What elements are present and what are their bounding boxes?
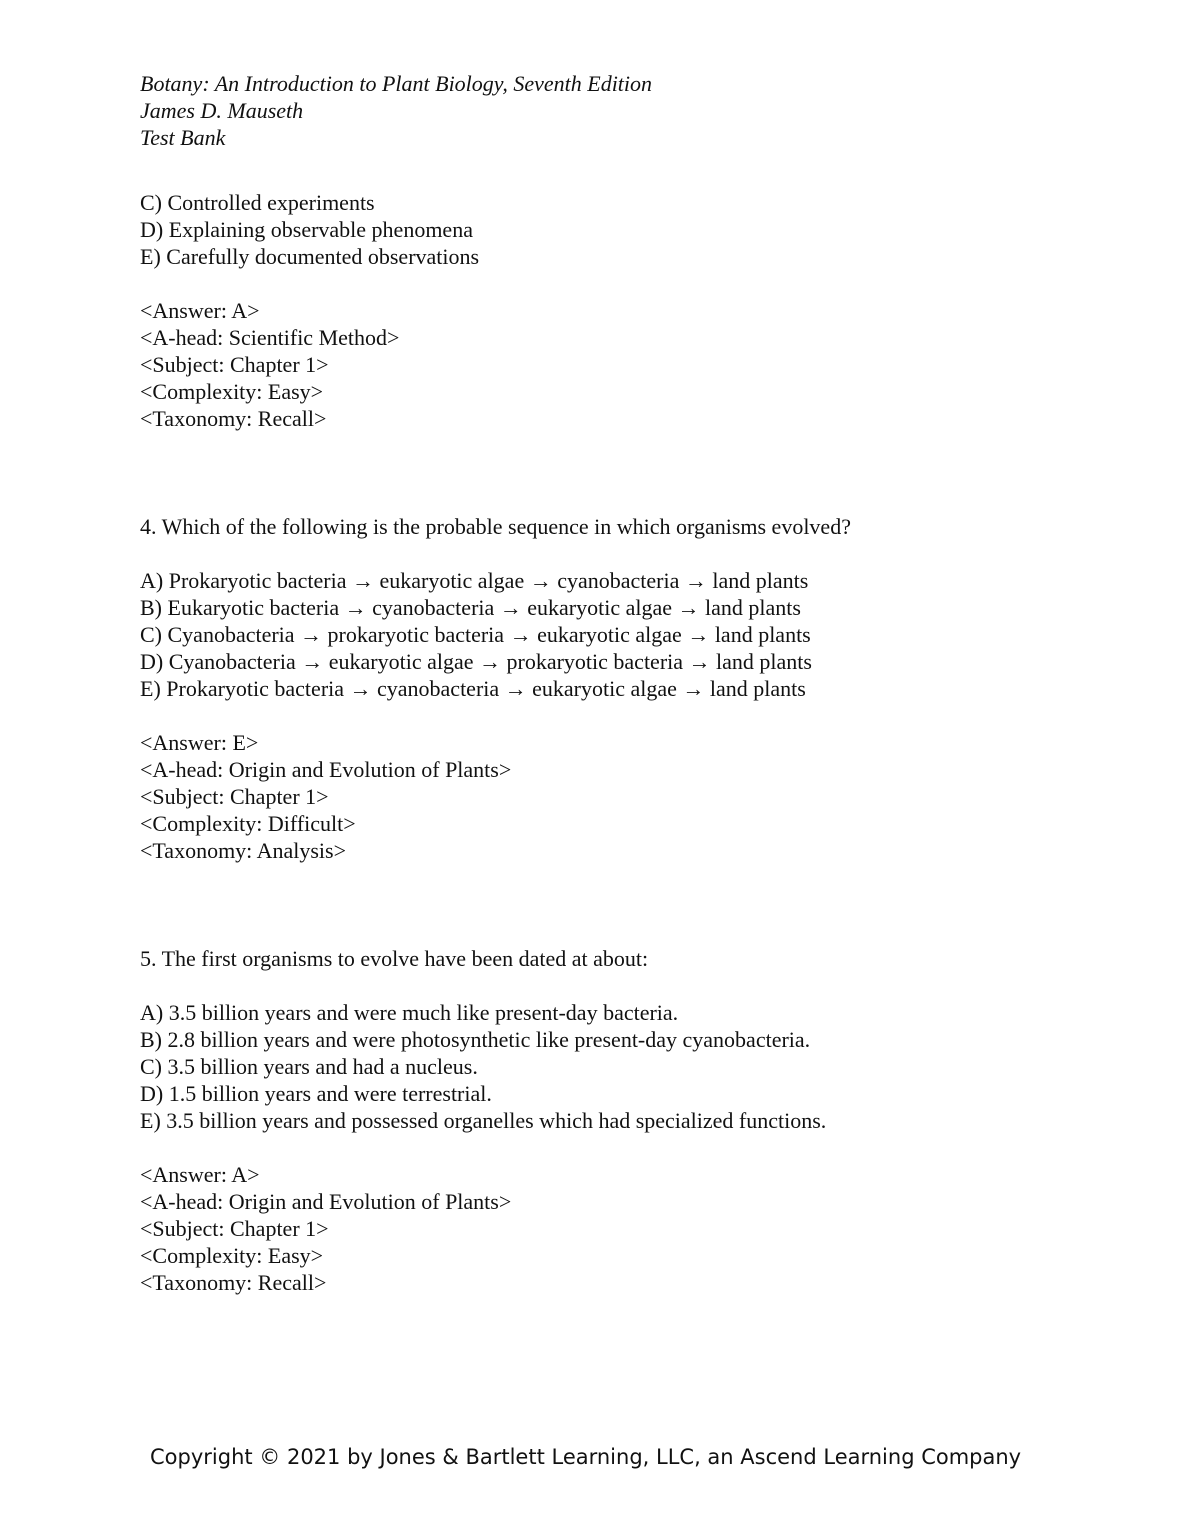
question-prompt: 5. The first organisms to evolve have been dated at about: bbox=[140, 946, 649, 971]
question-3-continued bbox=[140, 189, 1140, 432]
complexity: <Complexity: Difficult> bbox=[140, 811, 356, 836]
answer-option: A) 3.5 billion years and were much like present-day bacteria. bbox=[140, 1000, 679, 1025]
answer-option: C) Controlled experiments bbox=[140, 190, 375, 215]
answer-option: C) Cyanobacteria → prokaryotic bacteria → eukaryotic algae → land plants bbox=[140, 622, 811, 647]
answer-option: B) 2.8 billion years and were photosynthetic like present-day cyanobacteria. bbox=[140, 1027, 811, 1052]
taxonomy: <Taxonomy: Recall> bbox=[140, 1270, 327, 1295]
subject: <Subject: Chapter 1> bbox=[140, 1216, 329, 1241]
question-4 bbox=[140, 513, 1140, 864]
book-title: Botany: An Introduction to Plant Biology, Seventh Edition bbox=[140, 71, 653, 96]
copyright-footer: Copyright © 2021 by Jones & Bartlett Learning, LLC, an Ascend Learning Company bbox=[150, 1445, 1022, 1469]
answer-option: D) 1.5 billion years and were terrestrial. bbox=[140, 1081, 492, 1106]
document-type: Test Bank bbox=[140, 125, 226, 150]
answer-option: B) Eukaryotic bacteria → cyanobacteria → eukaryotic algae → land plants bbox=[140, 595, 801, 620]
a-head: <A-head: Scientific Method> bbox=[140, 325, 400, 350]
a-head: <A-head: Origin and Evolution of Plants> bbox=[140, 1189, 512, 1214]
taxonomy: <Taxonomy: Recall> bbox=[140, 406, 327, 431]
answer-key: <Answer: A> bbox=[140, 298, 260, 323]
document-page bbox=[140, 70, 1140, 1296]
answer-key: <Answer: A> bbox=[140, 1162, 260, 1187]
complexity: <Complexity: Easy> bbox=[140, 1243, 324, 1268]
document-header bbox=[140, 70, 1140, 151]
question-5 bbox=[140, 945, 1140, 1296]
author-name: James D. Mauseth bbox=[140, 98, 304, 123]
question-prompt: 4. Which of the following is the probable sequence in which organisms evolved? bbox=[140, 514, 851, 539]
answer-option: C) 3.5 billion years and had a nucleus. bbox=[140, 1054, 478, 1079]
taxonomy: <Taxonomy: Analysis> bbox=[140, 838, 346, 863]
subject: <Subject: Chapter 1> bbox=[140, 784, 329, 809]
answer-key: <Answer: E> bbox=[140, 730, 259, 755]
answer-option: E) Prokaryotic bacteria → cyanobacteria → eukaryotic algae → land plants bbox=[140, 676, 806, 701]
answer-option: D) Cyanobacteria → eukaryotic algae → prokaryotic bacteria → land plants bbox=[140, 649, 812, 674]
complexity: <Complexity: Easy> bbox=[140, 379, 324, 404]
a-head: <A-head: Origin and Evolution of Plants> bbox=[140, 757, 512, 782]
answer-option: E) 3.5 billion years and possessed organelles which had specialized functions. bbox=[140, 1108, 827, 1133]
answer-option: D) Explaining observable phenomena bbox=[140, 217, 473, 242]
subject: <Subject: Chapter 1> bbox=[140, 352, 329, 377]
answer-option: E) Carefully documented observations bbox=[140, 244, 480, 269]
answer-option: A) Prokaryotic bacteria → eukaryotic algae → cyanobacteria → land plants bbox=[140, 568, 809, 593]
